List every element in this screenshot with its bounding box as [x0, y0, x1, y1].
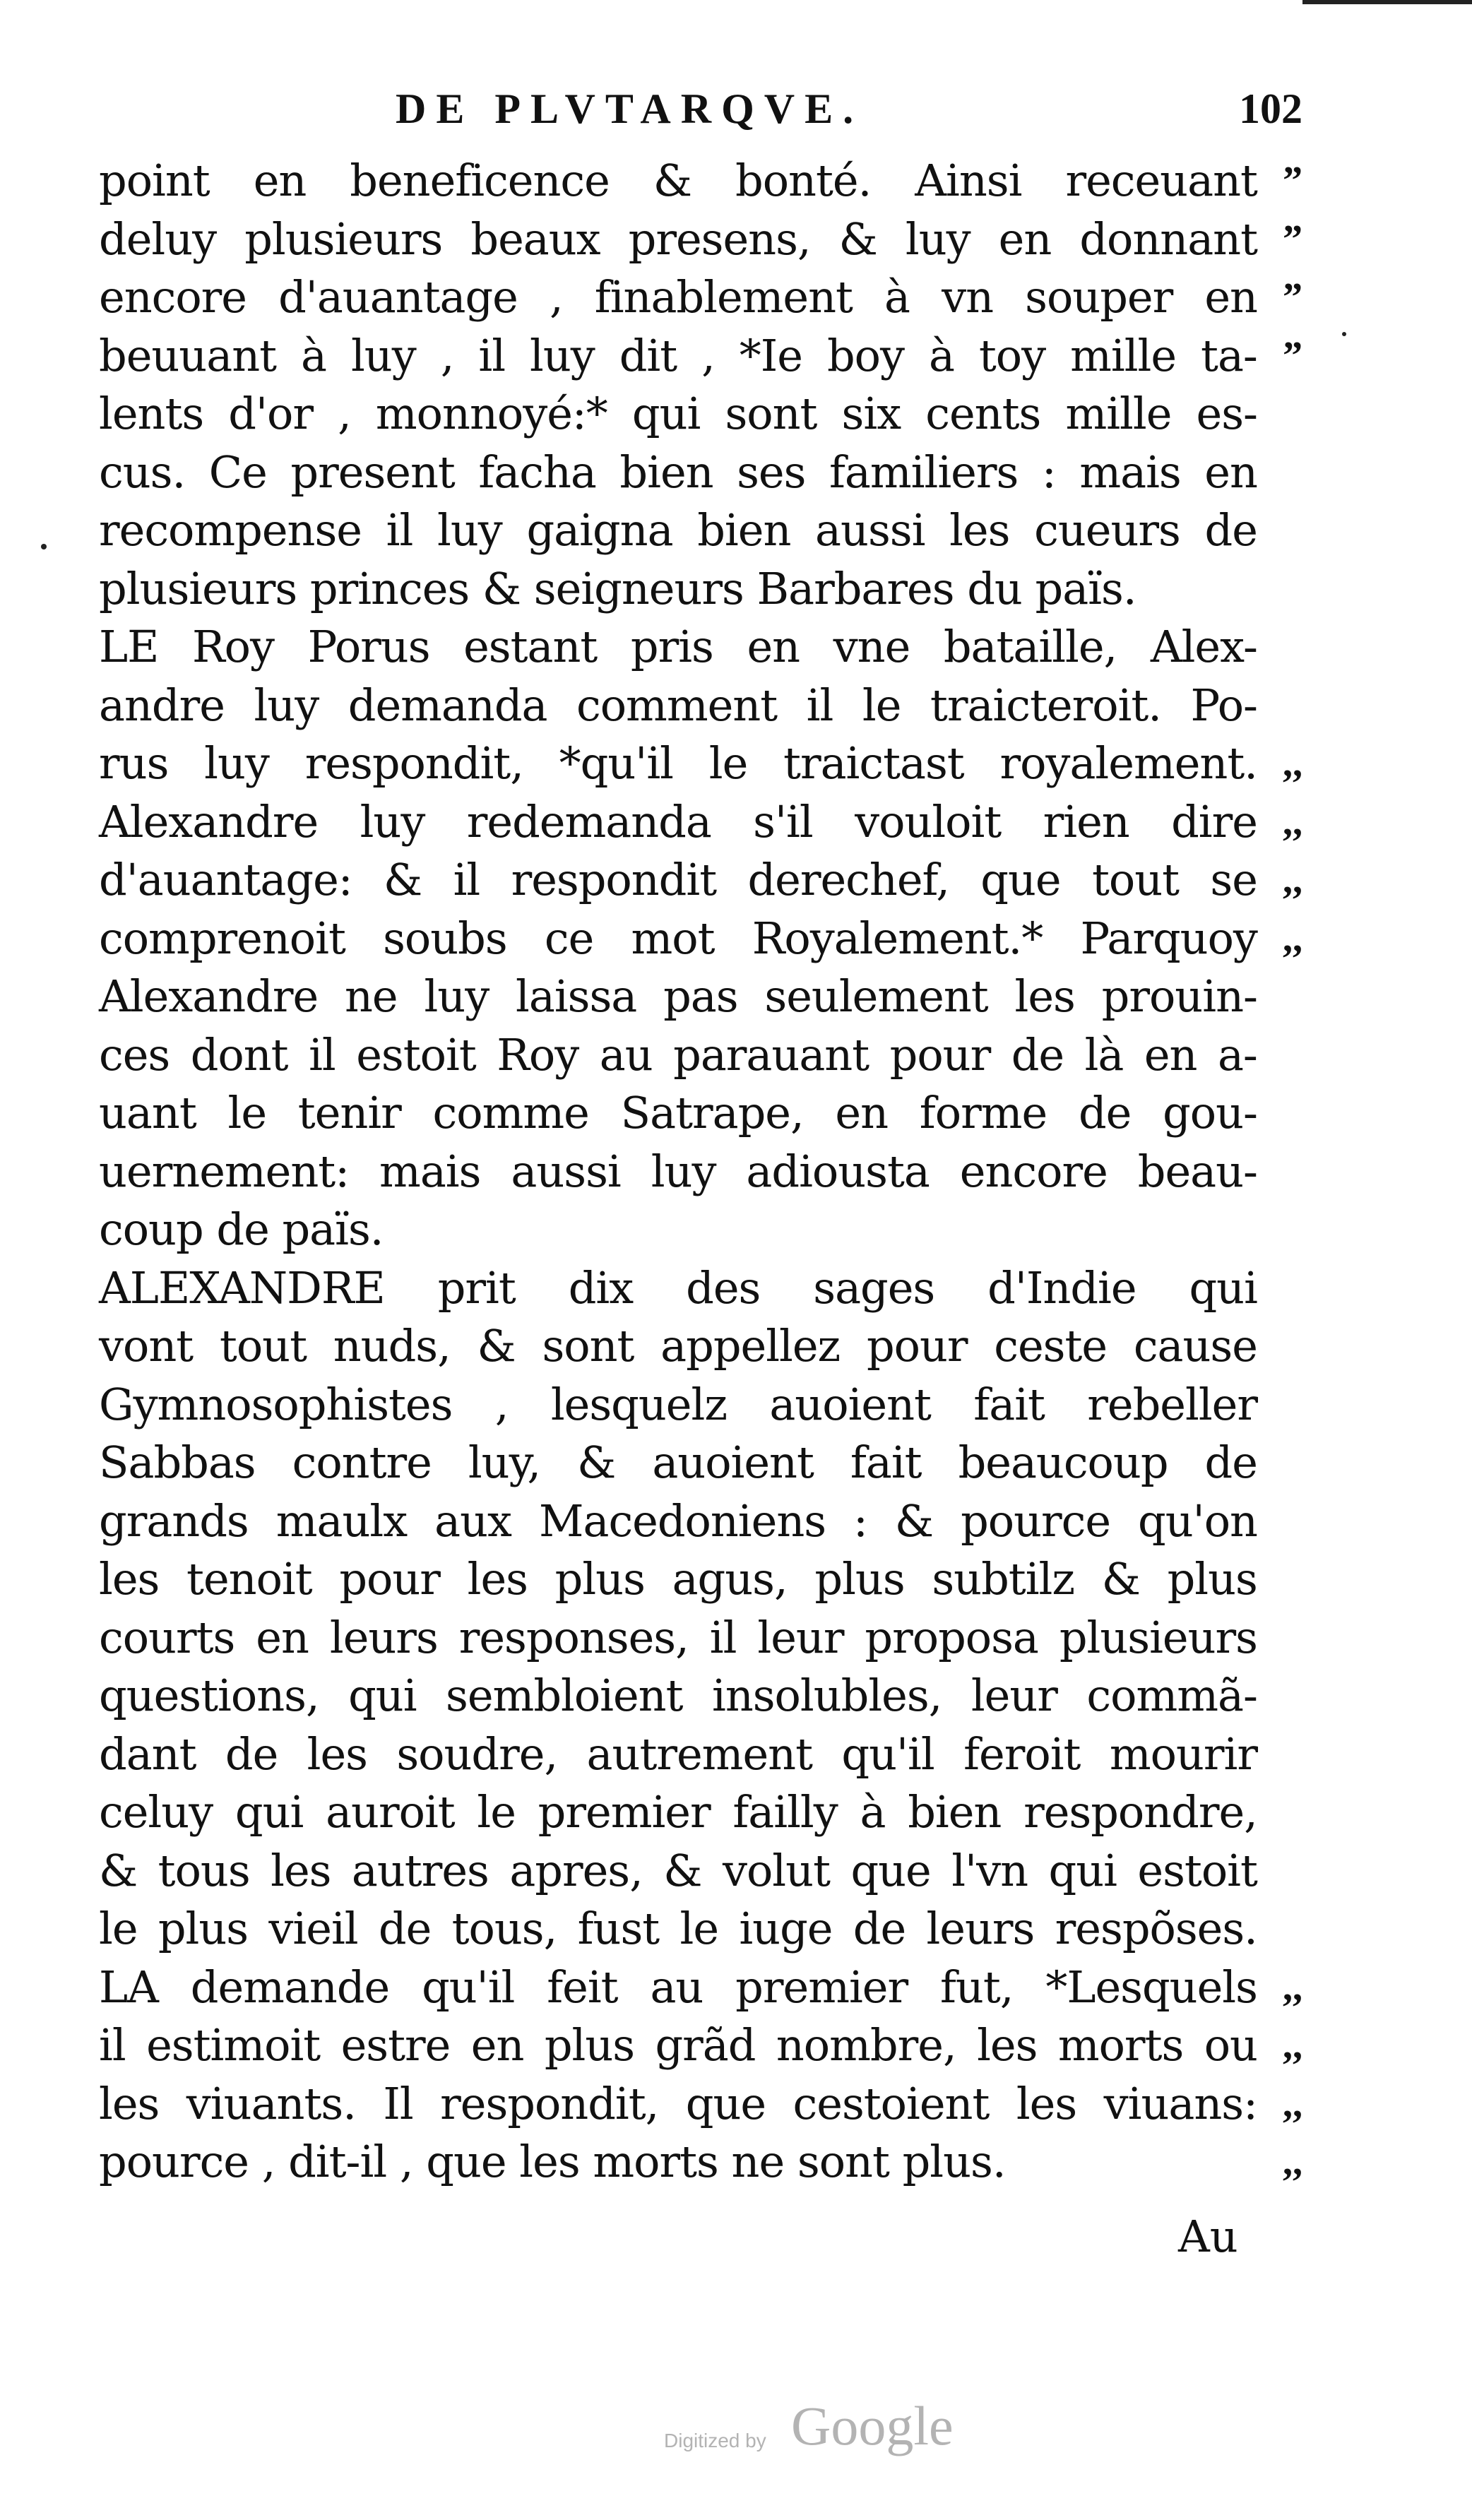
- text-line: Gymnosophistes , lesquelz auoient fait rebeller: [99, 1378, 1257, 1430]
- ink-speck: [1342, 332, 1346, 336]
- quote-marker: ”: [1283, 159, 1302, 203]
- text-line: d'auantage: & il respondit derechef, que tout se: [99, 854, 1257, 905]
- text-line: ALEXANDRE prit dix des sages d'Indie qui: [99, 1261, 1257, 1314]
- text-line: courts en leurs responses, il leur proposa plusieurs: [99, 1611, 1257, 1663]
- text-line: celuy qui auroit le premier failly à bien respondre,: [99, 1786, 1257, 1838]
- text-line: encore d'auantage , finablement à vn souper en: [99, 271, 1257, 323]
- text-line: questions, qui sembloient insolubles, leur commã-: [99, 1670, 1257, 1721]
- text-line: rus luy respondit, *qu'il le traictast royalement.: [99, 737, 1257, 789]
- body-text: [99, 152, 1257, 2192]
- text-line: vont tout nuds, & sont appellez pour ceste cause: [99, 1320, 1257, 1372]
- text-line: uernement: mais aussi luy adiousta encore beau-: [99, 1145, 1257, 1197]
- text-line: Sabbas contre luy, & auoient fait beaucoup de: [99, 1437, 1257, 1488]
- text-line: cus. Ce present facha bien ses familiers : mais en: [99, 446, 1257, 498]
- text-line: dant de les soudre, autrement qu'il feroit mourir: [99, 1728, 1257, 1780]
- text-line: Alexandre luy redemanda s'il vouloit rien dire: [99, 795, 1257, 848]
- text-line: LE Roy Porus estant pris en vne bataille, Alex-: [99, 621, 1257, 672]
- text-line: les tenoit pour les plus agus, plus subtilz & plus: [99, 1553, 1257, 1605]
- text-line: le plus vieil de tous, fust le iuge de leurs respõses.: [99, 1903, 1257, 1954]
- text-line: deluy plusieurs beaux presens, & luy en donnant: [99, 213, 1257, 265]
- running-title: DE PLVTARQVE.: [396, 85, 864, 132]
- text-line: grands maulx aux Macedoniens : & pource qu'on: [99, 1494, 1257, 1547]
- text-line: uant le tenir comme Satrape, en forme de gou-: [99, 1087, 1257, 1139]
- quote-marker: ,,: [1283, 742, 1302, 785]
- ink-speck: [41, 544, 47, 549]
- text-line: ces dont il estoit Roy au parauant pour de là en a-: [99, 1028, 1257, 1081]
- text-line: recompense il luy gaigna bien aussi les cueurs de: [99, 504, 1257, 556]
- quote-marker: ,,: [1283, 916, 1302, 961]
- text-line: lents d'or , monnoyé:* qui sont six cents mille es-: [99, 388, 1257, 439]
- text-line: Alexandre ne luy laissa pas seulement les prouin-: [99, 970, 1257, 1022]
- page-header: [99, 85, 1302, 148]
- text-line: les viuants. Il respondit, que cestoient les viuans:: [99, 2077, 1257, 2129]
- google-logo: Google: [791, 2395, 954, 2456]
- page-number: 102: [1239, 85, 1302, 132]
- text-line: coup de païs.: [99, 1203, 384, 1255]
- quote-marker: ,,: [1283, 2081, 1302, 2126]
- quote-marker: ,,: [1283, 2023, 1302, 2067]
- text-line: point en beneficence & bonté. Ainsi receuant: [99, 155, 1257, 206]
- quote-marker: ”: [1283, 333, 1302, 378]
- quote-marker: ,,: [1283, 1965, 1302, 2009]
- text-line: beuuant à luy , il luy dit , *Ie boy à toy mille ta-: [99, 329, 1257, 381]
- top-rule: [1302, 0, 1472, 4]
- text-line: & tous les autres apres, & volut que l'vn qui estoit: [99, 1844, 1257, 1896]
- text-line: pource , dit-il , que les morts ne sont plus.: [99, 2136, 1006, 2187]
- text-line: andre luy demanda comment il le traicteroit. Po-: [99, 679, 1257, 731]
- text-line: LA demande qu'il feit au premier fut, *Lesquels: [99, 1961, 1257, 2013]
- text-line: il estimoit estre en plus grãd nombre, les morts ou: [99, 2019, 1257, 2071]
- digitization-watermark: [664, 2394, 989, 2465]
- catchword: Au: [1178, 2211, 1238, 2262]
- watermark-prefix: Digitized by: [664, 2430, 766, 2451]
- quote-marker: ,,: [1283, 2140, 1302, 2184]
- quote-marker: ,,: [1283, 800, 1302, 844]
- text-line: plusieurs princes & seigneurs Barbares du païs.: [99, 562, 1136, 614]
- quote-marker: ,,: [1283, 858, 1302, 902]
- text-line: comprenoit soubs ce mot Royalement.* Parquoy: [99, 912, 1257, 964]
- quote-marker: ”: [1283, 217, 1302, 261]
- quote-marker: ”: [1283, 275, 1302, 319]
